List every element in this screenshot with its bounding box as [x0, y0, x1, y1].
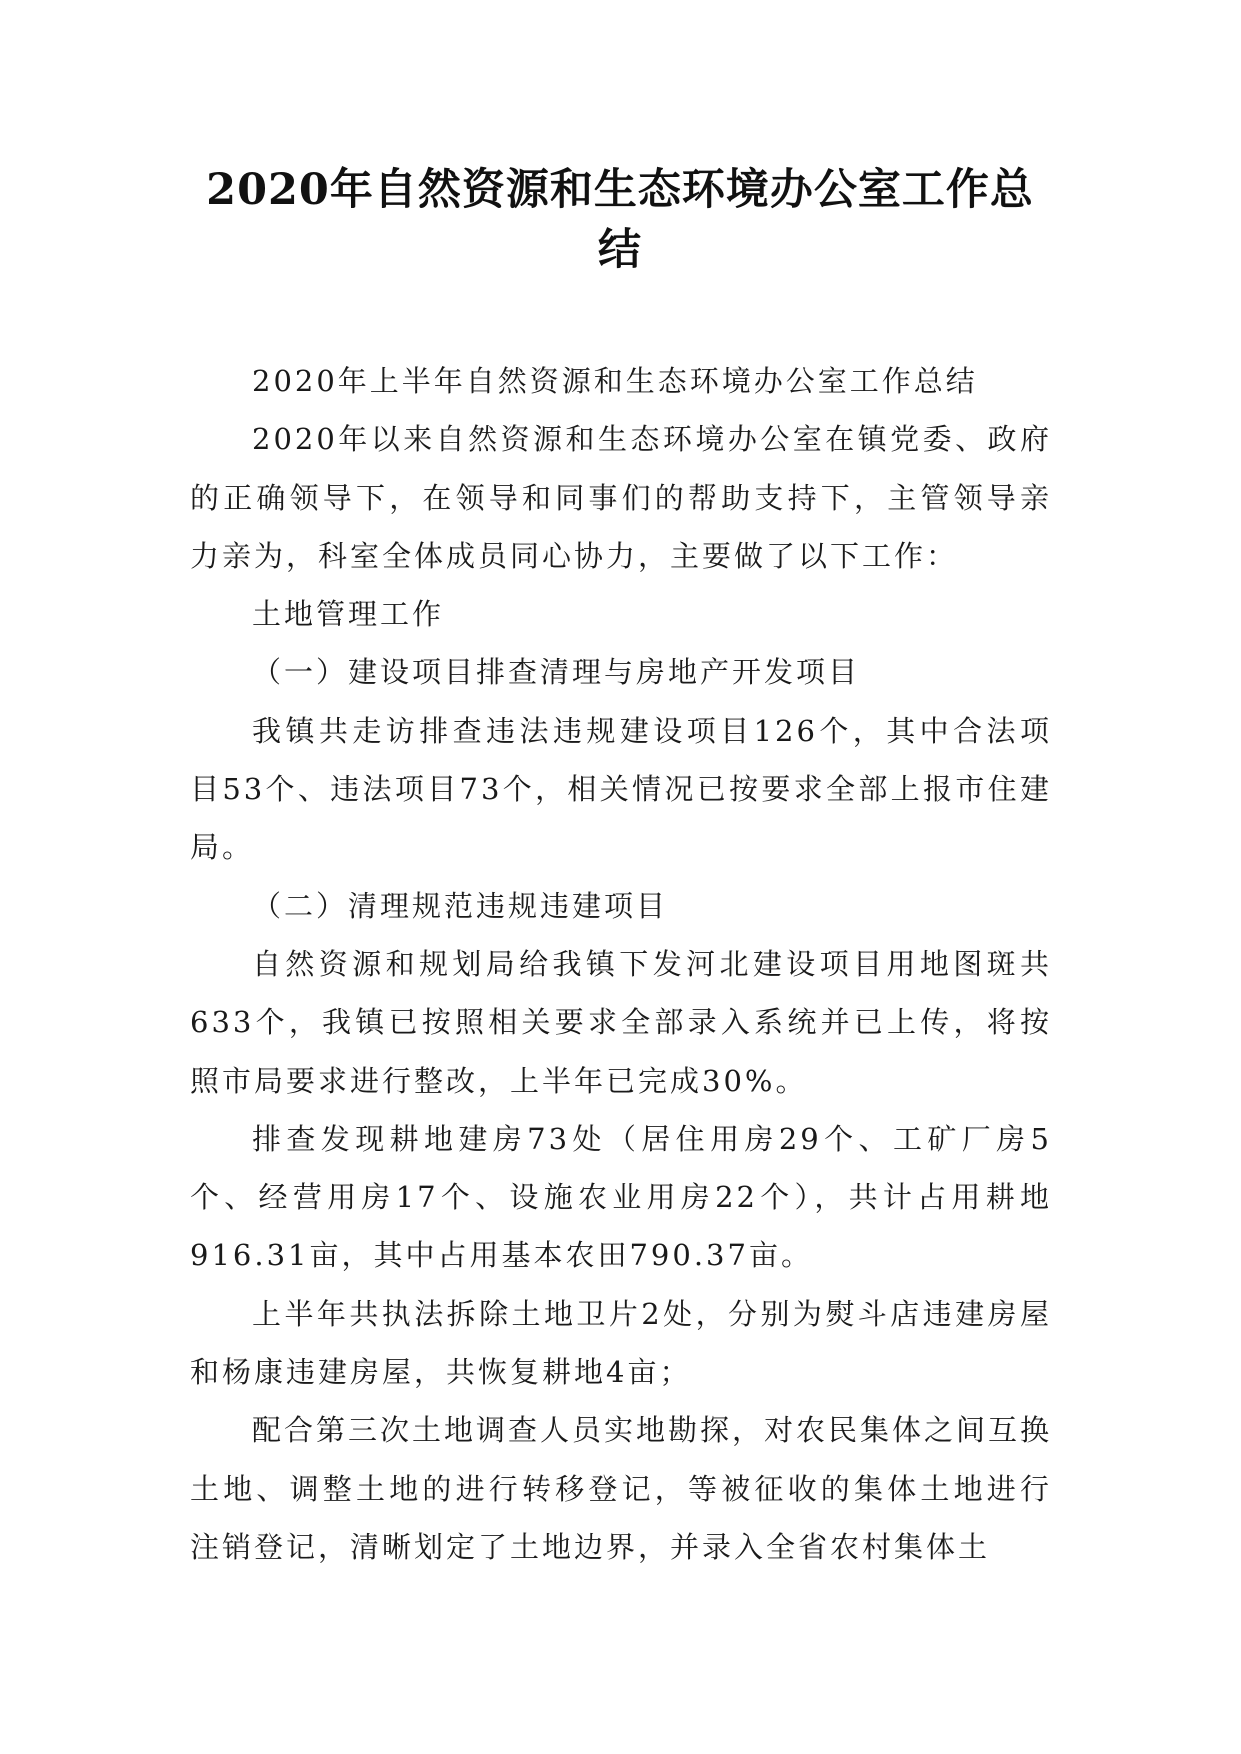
document-body [190, 352, 1052, 1576]
section-heading-land-management: 土地管理工作 [252, 597, 445, 632]
document-title: 2020年自然资源和生态环境办公室工作总结 [206, 165, 1034, 275]
paragraph-land-survey: 配合第三次土地调查人员实地勘探，对农民集体之间互换土地、调整土地的进行转移登记，等被征收的集体土地进行注销登记，清晰划定了土地边界，并录入全省农村集体土 [190, 1413, 1053, 1564]
subsection-heading-2: （二）清理规范违规违建项目 [252, 888, 669, 923]
subsection-heading-1: （一）建设项目排查清理与房地产开发项目 [252, 655, 861, 690]
paragraph-intro: 2020年以来自然资源和生态环境办公室在镇党委、政府的正确领导下，在领导和同事们的帮助支持下，主管领导亲力亲为，科室全体成员同心协力，主要做了以下工作： [190, 422, 1052, 573]
paragraph-farmland-buildings: 排查发现耕地建房73处（居住用房29个、工矿厂房5个、经营用房17个、设施农业用房22个），共计占用耕地916.31亩，其中占用基本农田790.37亩。 [190, 1121, 1052, 1273]
paragraph-land-plots: 自然资源和规划局给我镇下发河北建设项目用地图斑共633个，我镇已按照相关要求全部录入系统并已上传，将按照市局要求进行整改，上半年已完成30%。 [190, 946, 1052, 1098]
paragraph-subtitle: 2020年上半年自然资源和生态环境办公室工作总结 [252, 364, 978, 398]
paragraph-project-inspection: 我镇共走访排查违法违规建设项目126个，其中合法项目53个、违法项目73个，相关情况已按要求全部上报市住建局。 [190, 713, 1052, 865]
paragraph-demolition: 上半年共执法拆除土地卫片2处，分别为熨斗店违建房屋和杨康违建房屋，共恢复耕地4亩； [190, 1296, 1052, 1390]
